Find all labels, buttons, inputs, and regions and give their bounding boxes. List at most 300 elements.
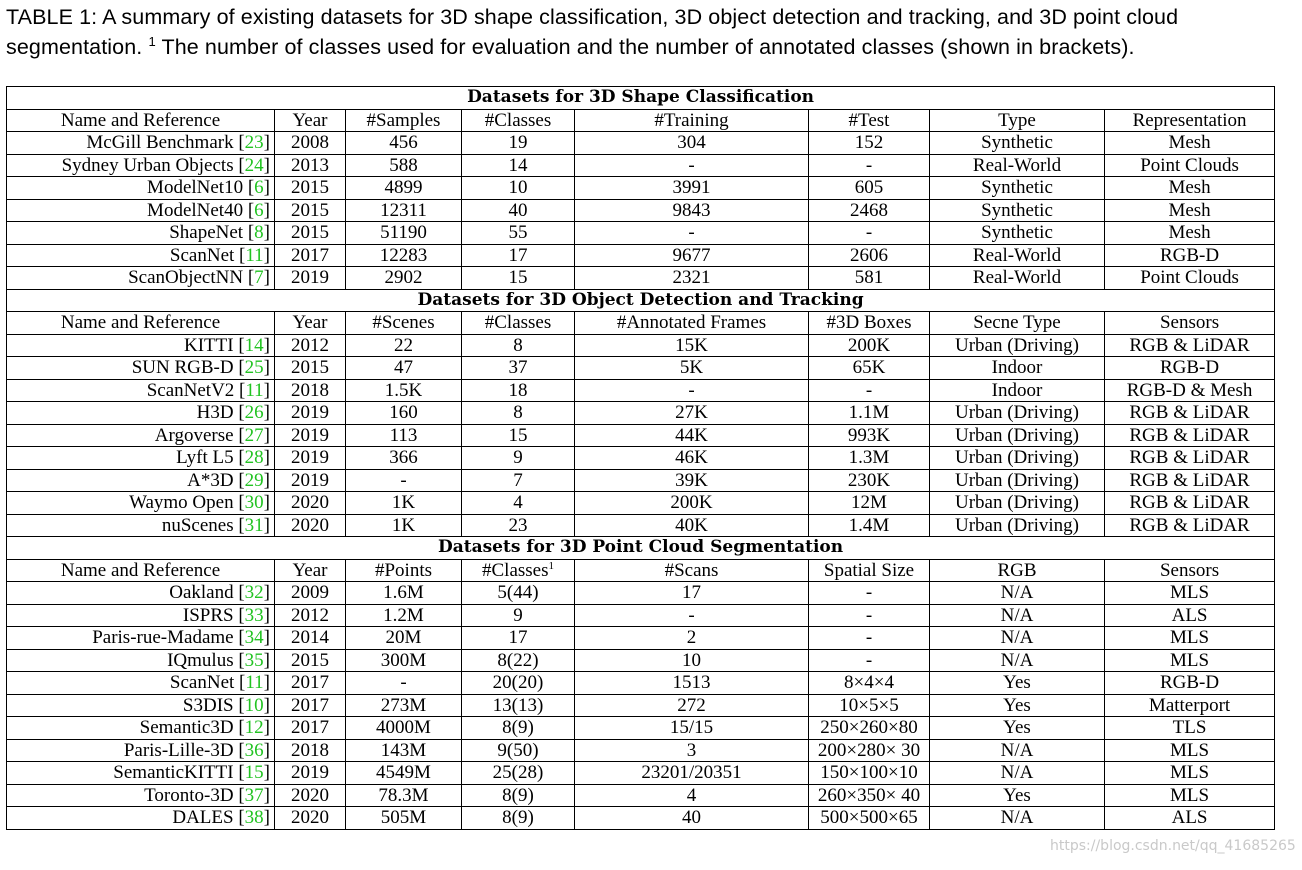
bracket-close: ] <box>263 694 270 716</box>
table-cell: 2321 <box>575 267 809 290</box>
table-cell: 19 <box>462 132 575 155</box>
table-cell: 1513 <box>575 672 809 695</box>
column-header-text: #Scenes <box>372 312 435 334</box>
table-row <box>7 177 1275 200</box>
table-cell: Mesh <box>1105 222 1275 245</box>
column-header <box>809 559 930 582</box>
table-cell: 65K <box>809 357 930 380</box>
table-row <box>7 492 1275 515</box>
table-cell: 2019 <box>275 447 346 470</box>
dataset-name: ScanNet <box>169 244 235 266</box>
table-cell: 51190 <box>346 222 462 245</box>
dataset-name: nuScenes <box>161 514 234 536</box>
section-title: Datasets for 3D Point Cloud Segmentation <box>7 537 1275 560</box>
table-cell: 2009 <box>275 582 346 605</box>
reference-link[interactable]: 24 <box>244 154 264 176</box>
reference-link[interactable]: 8 <box>254 222 264 244</box>
table-cell: 25(28) <box>462 762 575 785</box>
table-cell: 4899 <box>346 177 462 200</box>
table-body <box>7 87 1275 830</box>
dataset-name-cell <box>7 514 275 537</box>
table-cell: Yes <box>930 694 1105 717</box>
column-header-text: Name and Reference <box>60 109 221 131</box>
bracket-open: [ <box>233 604 245 626</box>
table-cell: RGB-D & Mesh <box>1105 379 1275 402</box>
table-cell: N/A <box>930 807 1105 830</box>
table-cell: 113 <box>346 424 462 447</box>
table-cell: 993K <box>809 424 930 447</box>
table-row <box>7 649 1275 672</box>
caption-footnote-mark: 1 <box>148 34 156 49</box>
reference-link[interactable]: 34 <box>244 627 264 649</box>
table-cell: 78.3M <box>346 784 462 807</box>
bracket-close: ] <box>263 424 270 446</box>
bracket-open: [ <box>234 379 246 401</box>
table-cell: 20M <box>346 627 462 650</box>
bracket-close: ] <box>263 807 270 829</box>
table-cell: 40 <box>575 807 809 830</box>
section-title: Datasets for 3D Object Detection and Tracking <box>7 289 1275 312</box>
table-row <box>7 762 1275 785</box>
table-cell: 27K <box>575 402 809 425</box>
table-cell: 12M <box>809 492 930 515</box>
table-cell: 581 <box>809 267 930 290</box>
reference-link[interactable]: 28 <box>244 447 264 469</box>
table-cell: - <box>575 154 809 177</box>
dataset-name: McGill Benchmark <box>86 132 234 154</box>
bracket-open: [ <box>233 402 245 424</box>
dataset-name: Sydney Urban Objects <box>61 154 234 176</box>
table-cell: Point Clouds <box>1105 267 1275 290</box>
reference-link[interactable]: 11 <box>245 379 264 401</box>
dataset-name-cell <box>7 447 275 470</box>
table-row <box>7 447 1275 470</box>
table-cell: - <box>809 627 930 650</box>
table-cell: - <box>346 672 462 695</box>
dataset-name: Paris-rue-Madame <box>92 627 234 649</box>
column-header-text: #Annotated Frames <box>616 312 767 334</box>
table-cell: RGB & LiDAR <box>1105 492 1275 515</box>
bracket-open: [ <box>233 627 245 649</box>
table-cell: 2019 <box>275 424 346 447</box>
table-cell: - <box>575 604 809 627</box>
table-cell: 2020 <box>275 784 346 807</box>
table-cell: RGB-D <box>1105 672 1275 695</box>
column-header <box>7 559 275 582</box>
bracket-close: ] <box>263 357 270 379</box>
table-cell: 44K <box>575 424 809 447</box>
table-cell: 2014 <box>275 627 346 650</box>
column-header <box>1105 559 1275 582</box>
column-header <box>462 559 575 582</box>
column-header <box>809 109 930 132</box>
table-cell: 9 <box>462 447 575 470</box>
bracket-close: ] <box>263 447 270 469</box>
table-cell: 15 <box>462 424 575 447</box>
table-cell: 9677 <box>575 244 809 267</box>
column-header-text: Secne Type <box>973 312 1061 334</box>
bracket-open: [ <box>233 762 245 784</box>
table-cell: 2020 <box>275 807 346 830</box>
table-row <box>7 739 1275 762</box>
column-header-text: Type <box>998 109 1036 131</box>
table-cell: N/A <box>930 649 1105 672</box>
reference-link[interactable]: 37 <box>244 784 264 806</box>
dataset-name: Paris-Lille-3D <box>123 739 234 761</box>
reference-link[interactable]: 38 <box>244 807 264 829</box>
dataset-name-cell <box>7 807 275 830</box>
dataset-name: ISPRS <box>182 604 234 626</box>
dataset-name-cell <box>7 154 275 177</box>
table-row <box>7 199 1275 222</box>
table-row <box>7 582 1275 605</box>
column-header-text: Year <box>292 312 328 334</box>
table-cell: - <box>809 649 930 672</box>
table-cell: 9(50) <box>462 739 575 762</box>
dataset-name-cell <box>7 694 275 717</box>
bracket-close: ] <box>263 672 270 694</box>
column-header <box>575 109 809 132</box>
table-cell: 8(9) <box>462 717 575 740</box>
column-header-text: Spatial Size <box>823 559 915 581</box>
table-cell: 4000M <box>346 717 462 740</box>
table-cell: RGB & LiDAR <box>1105 402 1275 425</box>
bracket-close: ] <box>263 717 270 739</box>
header-row <box>7 559 1275 582</box>
reference-link[interactable]: 36 <box>244 739 264 761</box>
table-cell: 47 <box>346 357 462 380</box>
table-row <box>7 244 1275 267</box>
bracket-close: ] <box>263 582 270 604</box>
bracket-close: ] <box>263 604 270 626</box>
dataset-name-cell <box>7 627 275 650</box>
section-title: Datasets for 3D Shape Classification <box>7 87 1275 110</box>
bracket-close: ] <box>263 199 270 221</box>
header-row <box>7 109 1275 132</box>
table-cell: 300M <box>346 649 462 672</box>
table-cell: RGB & LiDAR <box>1105 447 1275 470</box>
table-cell: - <box>809 582 930 605</box>
table-cell: 143M <box>346 739 462 762</box>
dataset-name-cell <box>7 402 275 425</box>
dataset-name-cell <box>7 334 275 357</box>
reference-link[interactable]: 33 <box>244 604 264 626</box>
dataset-name: SemanticKITTI <box>113 762 234 784</box>
column-header <box>930 559 1105 582</box>
table-cell: MLS <box>1105 627 1275 650</box>
reference-link[interactable]: 30 <box>244 492 264 514</box>
dataset-name: Lyft L5 <box>176 447 234 469</box>
section-title-row <box>7 87 1275 110</box>
column-header <box>346 312 462 335</box>
reference-link[interactable]: 10 <box>244 694 264 716</box>
bracket-close: ] <box>263 627 270 649</box>
table-cell: 40 <box>462 199 575 222</box>
column-header-text: #Points <box>374 559 433 581</box>
column-header-text: Sensors <box>1159 312 1220 334</box>
dataset-name: ScanObjectNN <box>128 267 244 289</box>
reference-link[interactable]: 23 <box>244 132 264 154</box>
table-cell: 2019 <box>275 469 346 492</box>
caption-note: The number of classes used for evaluation and the number of annotated classes (shown in brackets). <box>161 35 1135 59</box>
table-cell: 260×350× 40 <box>809 784 930 807</box>
column-header <box>1105 312 1275 335</box>
table-row <box>7 807 1275 830</box>
reference-link[interactable]: 35 <box>244 649 264 671</box>
reference-link[interactable]: 7 <box>254 267 264 289</box>
table-cell: Yes <box>930 672 1105 695</box>
table-cell: 8 <box>462 334 575 357</box>
datasets-table <box>6 86 1275 830</box>
reference-link[interactable]: 6 <box>254 199 264 221</box>
column-header-text: Name and Reference <box>60 312 221 334</box>
table-cell: 1.2M <box>346 604 462 627</box>
reference-link[interactable]: 12 <box>244 717 264 739</box>
table-cell: Synthetic <box>930 222 1105 245</box>
table-cell: 2015 <box>275 649 346 672</box>
table-cell: 456 <box>346 132 462 155</box>
table-row <box>7 672 1275 695</box>
table-cell: 17 <box>462 627 575 650</box>
dataset-name: Waymo Open <box>129 492 234 514</box>
table-cell: N/A <box>930 739 1105 762</box>
column-header <box>930 312 1105 335</box>
table-cell: 22 <box>346 334 462 357</box>
table-cell: Mesh <box>1105 177 1275 200</box>
table-cell: 13(13) <box>462 694 575 717</box>
table-cell: RGB-D <box>1105 244 1275 267</box>
table-row <box>7 154 1275 177</box>
bracket-open: [ <box>233 492 245 514</box>
table-cell: Mesh <box>1105 199 1275 222</box>
table-cell: 5(44) <box>462 582 575 605</box>
table-cell: 230K <box>809 469 930 492</box>
bracket-open: [ <box>243 267 255 289</box>
dataset-name-cell <box>7 267 275 290</box>
table-cell: 2013 <box>275 154 346 177</box>
column-header <box>7 109 275 132</box>
table-cell: 2017 <box>275 717 346 740</box>
table-cell: 250×260×80 <box>809 717 930 740</box>
bracket-open: [ <box>233 447 245 469</box>
table-row <box>7 424 1275 447</box>
reference-link[interactable]: 29 <box>244 469 264 491</box>
table-row <box>7 402 1275 425</box>
reference-link[interactable]: 27 <box>244 424 264 446</box>
dataset-name-cell <box>7 784 275 807</box>
table-cell: 4 <box>462 492 575 515</box>
table-cell: 200K <box>809 334 930 357</box>
column-header-text: Representation <box>1132 109 1247 131</box>
table-cell: 8×4×4 <box>809 672 930 695</box>
table-cell: - <box>575 222 809 245</box>
column-header <box>7 312 275 335</box>
section-title-row <box>7 289 1275 312</box>
table-cell: RGB & LiDAR <box>1105 514 1275 537</box>
column-header-text: Name and Reference <box>60 559 221 581</box>
reference-link[interactable]: 25 <box>244 357 264 379</box>
bracket-close: ] <box>263 762 270 784</box>
table-cell: 46K <box>575 447 809 470</box>
table-cell: 4 <box>575 784 809 807</box>
bracket-close: ] <box>263 649 270 671</box>
table-cell: ALS <box>1105 604 1275 627</box>
caption-text: TABLE 1: A summary of existing datasets for 3D shape classification, 3D object detection and tracking, and 3D point cloud segmentation. <box>6 5 1179 59</box>
dataset-name: KITTI <box>184 334 234 356</box>
table-row <box>7 514 1275 537</box>
dataset-name: ScanNet <box>169 672 235 694</box>
reference-link[interactable]: 26 <box>244 402 264 424</box>
table-cell: RGB & LiDAR <box>1105 334 1275 357</box>
table-cell: 160 <box>346 402 462 425</box>
column-header <box>462 109 575 132</box>
bracket-close: ] <box>263 514 270 536</box>
table-cell: 152 <box>809 132 930 155</box>
bracket-close: ] <box>263 402 270 424</box>
table-cell: ALS <box>1105 807 1275 830</box>
table-cell: 1K <box>346 492 462 515</box>
reference-link[interactable]: 11 <box>245 672 264 694</box>
bracket-open: [ <box>234 244 246 266</box>
table-cell: 2468 <box>809 199 930 222</box>
table-cell: 2020 <box>275 492 346 515</box>
table-cell: 5K <box>575 357 809 380</box>
table-cell: Yes <box>930 784 1105 807</box>
bracket-open: [ <box>233 717 245 739</box>
table-cell: 2017 <box>275 672 346 695</box>
table-cell: Real-World <box>930 154 1105 177</box>
reference-link[interactable]: 11 <box>245 244 264 266</box>
dataset-name-cell <box>7 604 275 627</box>
bracket-open: [ <box>233 469 245 491</box>
table-cell: 17 <box>575 582 809 605</box>
column-header <box>575 559 809 582</box>
table-row <box>7 357 1275 380</box>
bracket-open: [ <box>233 784 245 806</box>
column-header <box>275 559 346 582</box>
table-cell: 2902 <box>346 267 462 290</box>
table-cell: Synthetic <box>930 199 1105 222</box>
table-cell: RGB-D <box>1105 357 1275 380</box>
reference-link[interactable]: 15 <box>244 762 264 784</box>
dataset-name-cell <box>7 739 275 762</box>
column-header <box>346 109 462 132</box>
table-cell: 2015 <box>275 199 346 222</box>
table-cell: 2019 <box>275 267 346 290</box>
dataset-name: SUN RGB-D <box>131 357 234 379</box>
reference-link[interactable]: 31 <box>244 514 264 536</box>
table-cell: 8(9) <box>462 784 575 807</box>
bracket-close: ] <box>263 222 270 244</box>
column-header <box>275 109 346 132</box>
table-cell: 15K <box>575 334 809 357</box>
column-header-text: Sensors <box>1159 559 1220 581</box>
column-header-text: Year <box>292 109 328 131</box>
table-cell: - <box>809 222 930 245</box>
table-row <box>7 379 1275 402</box>
table-cell: 2020 <box>275 514 346 537</box>
column-header <box>1105 109 1275 132</box>
table-cell: MLS <box>1105 649 1275 672</box>
table-row <box>7 717 1275 740</box>
footnote-mark: 1 <box>548 559 554 572</box>
table-cell: - <box>809 379 930 402</box>
table-cell: 150×100×10 <box>809 762 930 785</box>
table-cell: 37 <box>462 357 575 380</box>
table-cell: Urban (Driving) <box>930 402 1105 425</box>
table-cell: 15/15 <box>575 717 809 740</box>
reference-link[interactable]: 6 <box>254 177 264 199</box>
column-header-text: #Training <box>654 109 729 131</box>
column-header-text: #3D Boxes <box>826 312 912 334</box>
bracket-open: [ <box>233 807 245 829</box>
bracket-open: [ <box>243 199 255 221</box>
dataset-name: IQmulus <box>167 649 234 671</box>
table-cell: 2019 <box>275 402 346 425</box>
table-cell: 2017 <box>275 244 346 267</box>
table-cell: 15 <box>462 267 575 290</box>
section-title-row <box>7 537 1275 560</box>
table-cell: 2018 <box>275 379 346 402</box>
table-cell: 12283 <box>346 244 462 267</box>
dataset-name: S3DIS <box>182 694 234 716</box>
dataset-name: ModelNet10 <box>147 177 244 199</box>
table-cell: 14 <box>462 154 575 177</box>
table-cell: 1.1M <box>809 402 930 425</box>
table-row <box>7 222 1275 245</box>
table-cell: 8(9) <box>462 807 575 830</box>
dataset-name: Oakland <box>169 582 234 604</box>
table-row <box>7 627 1275 650</box>
table-cell: RGB & LiDAR <box>1105 469 1275 492</box>
table-cell: 1.4M <box>809 514 930 537</box>
bracket-close: ] <box>263 334 270 356</box>
table-cell: 200K <box>575 492 809 515</box>
table-row <box>7 267 1275 290</box>
bracket-open: [ <box>233 334 245 356</box>
dataset-name-cell <box>7 649 275 672</box>
table-cell: 10 <box>462 177 575 200</box>
header-row <box>7 312 1275 335</box>
table-cell: Urban (Driving) <box>930 334 1105 357</box>
table-cell: Indoor <box>930 357 1105 380</box>
column-header <box>462 312 575 335</box>
table-cell: Mesh <box>1105 132 1275 155</box>
table-cell: 2015 <box>275 177 346 200</box>
table-cell: 1.6M <box>346 582 462 605</box>
dataset-name: ModelNet40 <box>147 199 244 221</box>
dataset-name: DALES <box>172 807 234 829</box>
bracket-open: [ <box>233 739 245 761</box>
table-cell: MLS <box>1105 582 1275 605</box>
bracket-close: ] <box>263 492 270 514</box>
dataset-name-cell <box>7 582 275 605</box>
dataset-name: ShapeNet <box>169 222 244 244</box>
table-cell: 200×280× 30 <box>809 739 930 762</box>
table-row <box>7 694 1275 717</box>
dataset-name: A*3D <box>187 469 234 491</box>
reference-link[interactable]: 32 <box>244 582 264 604</box>
table-cell: 23201/20351 <box>575 762 809 785</box>
bracket-close: ] <box>263 177 270 199</box>
reference-link[interactable]: 14 <box>244 334 264 356</box>
table-cell: 55 <box>462 222 575 245</box>
table-cell: 10×5×5 <box>809 694 930 717</box>
table-cell: 4549M <box>346 762 462 785</box>
bracket-close: ] <box>263 469 270 491</box>
table-cell: 304 <box>575 132 809 155</box>
watermark-text: https://blog.csdn.net/qq_41685265 <box>1050 838 1296 854</box>
